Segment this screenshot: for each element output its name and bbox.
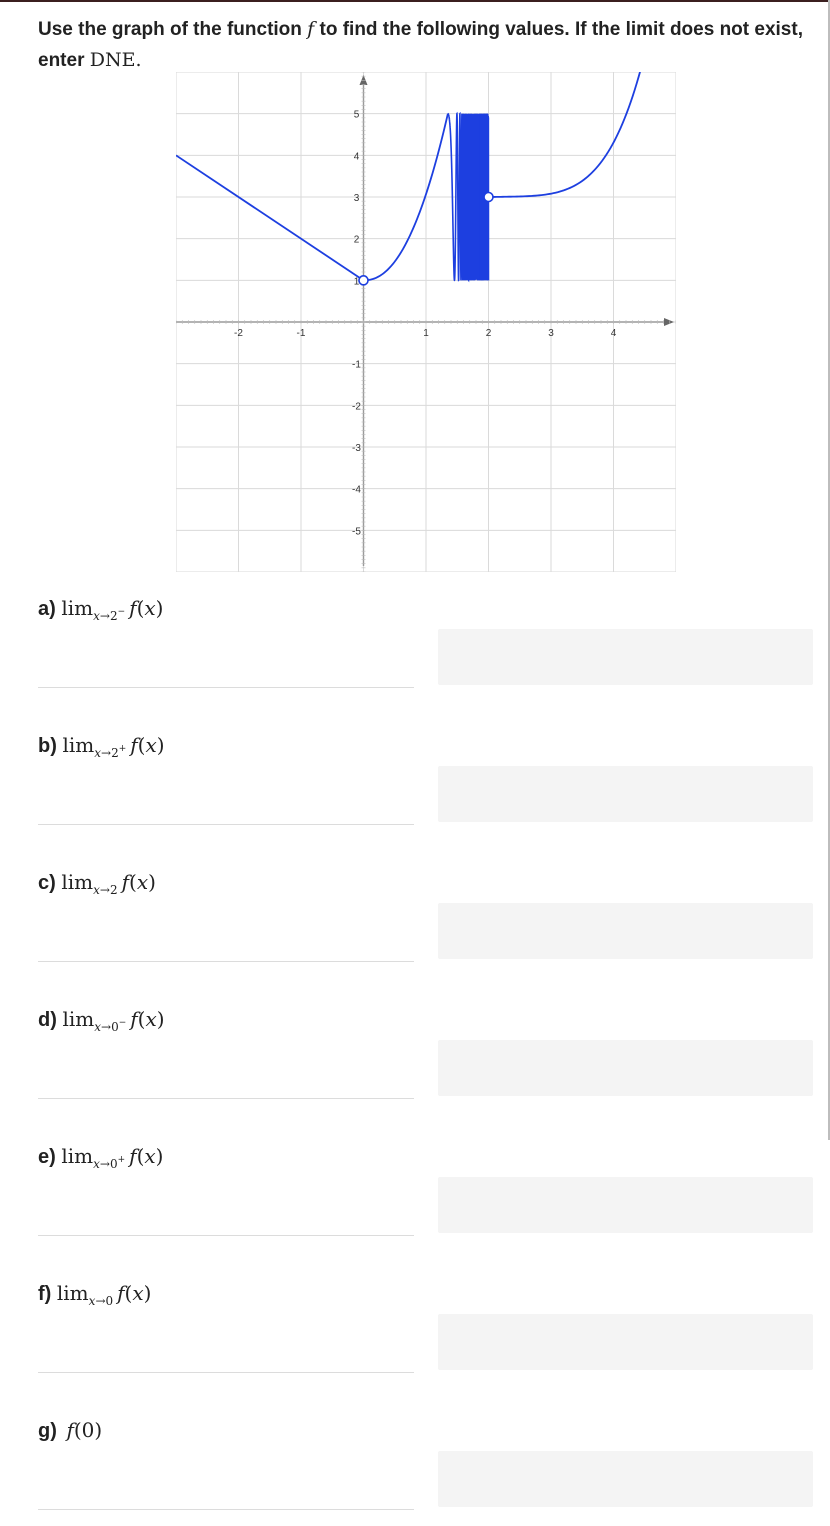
function-arg: x — [144, 1144, 156, 1168]
function-arg: x — [136, 870, 149, 894]
function-arg: x — [132, 1281, 144, 1305]
function-arg: x — [145, 733, 157, 757]
sub-value: 0 — [111, 1020, 119, 1034]
sub-arrow: → — [99, 609, 110, 623]
open-point — [359, 276, 368, 285]
answer-input-b[interactable] — [438, 766, 813, 822]
y-tick-label: 5 — [353, 109, 360, 121]
paren-close: ) — [155, 1144, 164, 1168]
sub-var: x — [93, 1157, 100, 1171]
sub-var: x — [93, 883, 100, 897]
question-label: f) — [38, 1283, 52, 1305]
lim-symbol: lim — [61, 870, 94, 894]
y-tick-label: -2 — [352, 401, 361, 413]
paren-open: ( — [73, 1418, 82, 1442]
question-prompt — [38, 14, 818, 76]
question-g-underline — [38, 1509, 414, 1510]
question-d-underline — [38, 1098, 414, 1099]
answer-input-f[interactable] — [438, 1314, 813, 1370]
prompt-function-symbol: f — [307, 18, 315, 40]
question-f-underline — [38, 1372, 414, 1373]
function-graph — [176, 72, 676, 572]
paren-close: ) — [156, 733, 165, 757]
function-symbol: f — [121, 870, 130, 894]
question-label: e) — [38, 1146, 56, 1168]
sub-side: − — [117, 607, 126, 617]
question-c-underline — [38, 961, 414, 962]
question-a-underline — [38, 687, 414, 688]
lim-symbol: lim — [62, 733, 95, 757]
paren-open: ( — [137, 733, 146, 757]
lim-symbol: lim — [61, 1144, 94, 1168]
paren-close: ) — [94, 1418, 103, 1442]
lim-subscript — [93, 609, 125, 623]
function-symbol: f — [117, 1281, 125, 1305]
y-tick-label: 4 — [353, 151, 360, 163]
question-a — [38, 596, 163, 623]
sub-value: 2 — [111, 746, 119, 760]
lim-subscript — [93, 1157, 125, 1171]
function-symbol: f — [129, 1144, 137, 1168]
lim-subscript — [94, 1020, 126, 1034]
question-e-underline — [38, 1235, 414, 1236]
sub-var: x — [88, 1294, 96, 1308]
y-tick-label: -5 — [352, 526, 361, 538]
function-expression — [129, 1144, 163, 1168]
function-symbol: f — [130, 1007, 138, 1031]
sub-arrow: → — [99, 1157, 110, 1171]
y-tick-label: 3 — [353, 193, 360, 204]
question-label: c) — [38, 872, 56, 894]
lim-subscript — [94, 746, 126, 760]
function-expression — [130, 733, 164, 757]
paren-open: ( — [136, 1144, 145, 1168]
question-label: d) — [38, 1009, 57, 1031]
lim-symbol: lim — [61, 596, 94, 620]
question-c — [38, 870, 156, 897]
y-tick-label: 2 — [353, 234, 360, 246]
paren-close: ) — [156, 1007, 165, 1031]
function-symbol: f — [129, 596, 137, 620]
question-d — [38, 1007, 165, 1034]
y-tick-label: -4 — [352, 484, 361, 496]
lim-symbol: lim — [62, 1007, 95, 1031]
sub-var: x — [94, 1020, 101, 1034]
prompt-end: . — [135, 49, 142, 71]
sub-side: − — [118, 1018, 127, 1028]
function-expression — [129, 596, 163, 620]
question-e — [38, 1144, 163, 1171]
sub-value: 2 — [109, 609, 118, 623]
question-g — [38, 1418, 102, 1443]
function-symbol: f — [130, 733, 138, 757]
sub-value: 2 — [109, 883, 118, 897]
answer-input-d[interactable] — [438, 1040, 813, 1096]
x-tick-label: -1 — [296, 328, 306, 339]
top-border — [0, 0, 830, 2]
x-tick-label: -2 — [234, 328, 243, 339]
answer-input-e[interactable] — [438, 1177, 813, 1233]
sub-arrow: → — [99, 883, 110, 897]
answer-input-a[interactable] — [438, 629, 813, 685]
sub-side: + — [117, 1155, 126, 1165]
question-f — [38, 1281, 151, 1308]
function-expression — [117, 1281, 151, 1305]
function-arg: x — [145, 1007, 157, 1031]
x-tick-label: 2 — [485, 328, 492, 339]
paren-open: ( — [129, 870, 137, 894]
function-arg: 0 — [81, 1418, 95, 1442]
prompt-dne: DNE — [89, 49, 136, 71]
sub-value: 0 — [109, 1157, 118, 1171]
function-expression — [66, 1418, 102, 1442]
sub-value: 0 — [105, 1294, 114, 1308]
paren-close: ) — [148, 870, 156, 894]
lim-subscript — [93, 883, 117, 897]
y-tick-label: 1 — [353, 276, 360, 288]
answer-input-c[interactable] — [438, 903, 813, 959]
sub-side: + — [118, 744, 127, 754]
function-expression — [130, 1007, 164, 1031]
paren-open: ( — [137, 1007, 146, 1031]
prompt-text-1: Use the graph of the function — [38, 19, 308, 40]
question-label: b) — [38, 735, 57, 757]
answer-input-g[interactable] — [438, 1451, 813, 1507]
paren-open: ( — [124, 1281, 133, 1305]
paren-open: ( — [136, 596, 145, 620]
function-symbol: f — [66, 1418, 74, 1442]
question-label: g) — [38, 1420, 57, 1442]
function-arg: x — [144, 596, 156, 620]
question-label: a) — [38, 598, 56, 620]
paren-close: ) — [143, 1281, 152, 1305]
paren-close: ) — [155, 596, 164, 620]
sub-var: x — [93, 609, 100, 623]
lim-subscript — [89, 1294, 113, 1308]
x-tick-label: 1 — [423, 328, 429, 339]
sub-arrow: → — [101, 1020, 112, 1034]
sub-arrow: → — [101, 746, 112, 760]
x-tick-label: 3 — [548, 328, 554, 339]
sub-arrow: → — [95, 1294, 106, 1308]
prompt-text-2: to find the following values. If the limit does not exist, enter — [38, 19, 803, 71]
question-b — [38, 733, 165, 760]
y-tick-label: -3 — [352, 443, 361, 454]
sub-var: x — [94, 746, 101, 760]
function-expression — [122, 870, 156, 894]
question-b-underline — [38, 824, 414, 825]
y-tick-label: -1 — [352, 359, 361, 371]
x-tick-label: 4 — [610, 328, 617, 339]
lim-symbol: lim — [56, 1281, 89, 1305]
open-point — [484, 193, 493, 202]
